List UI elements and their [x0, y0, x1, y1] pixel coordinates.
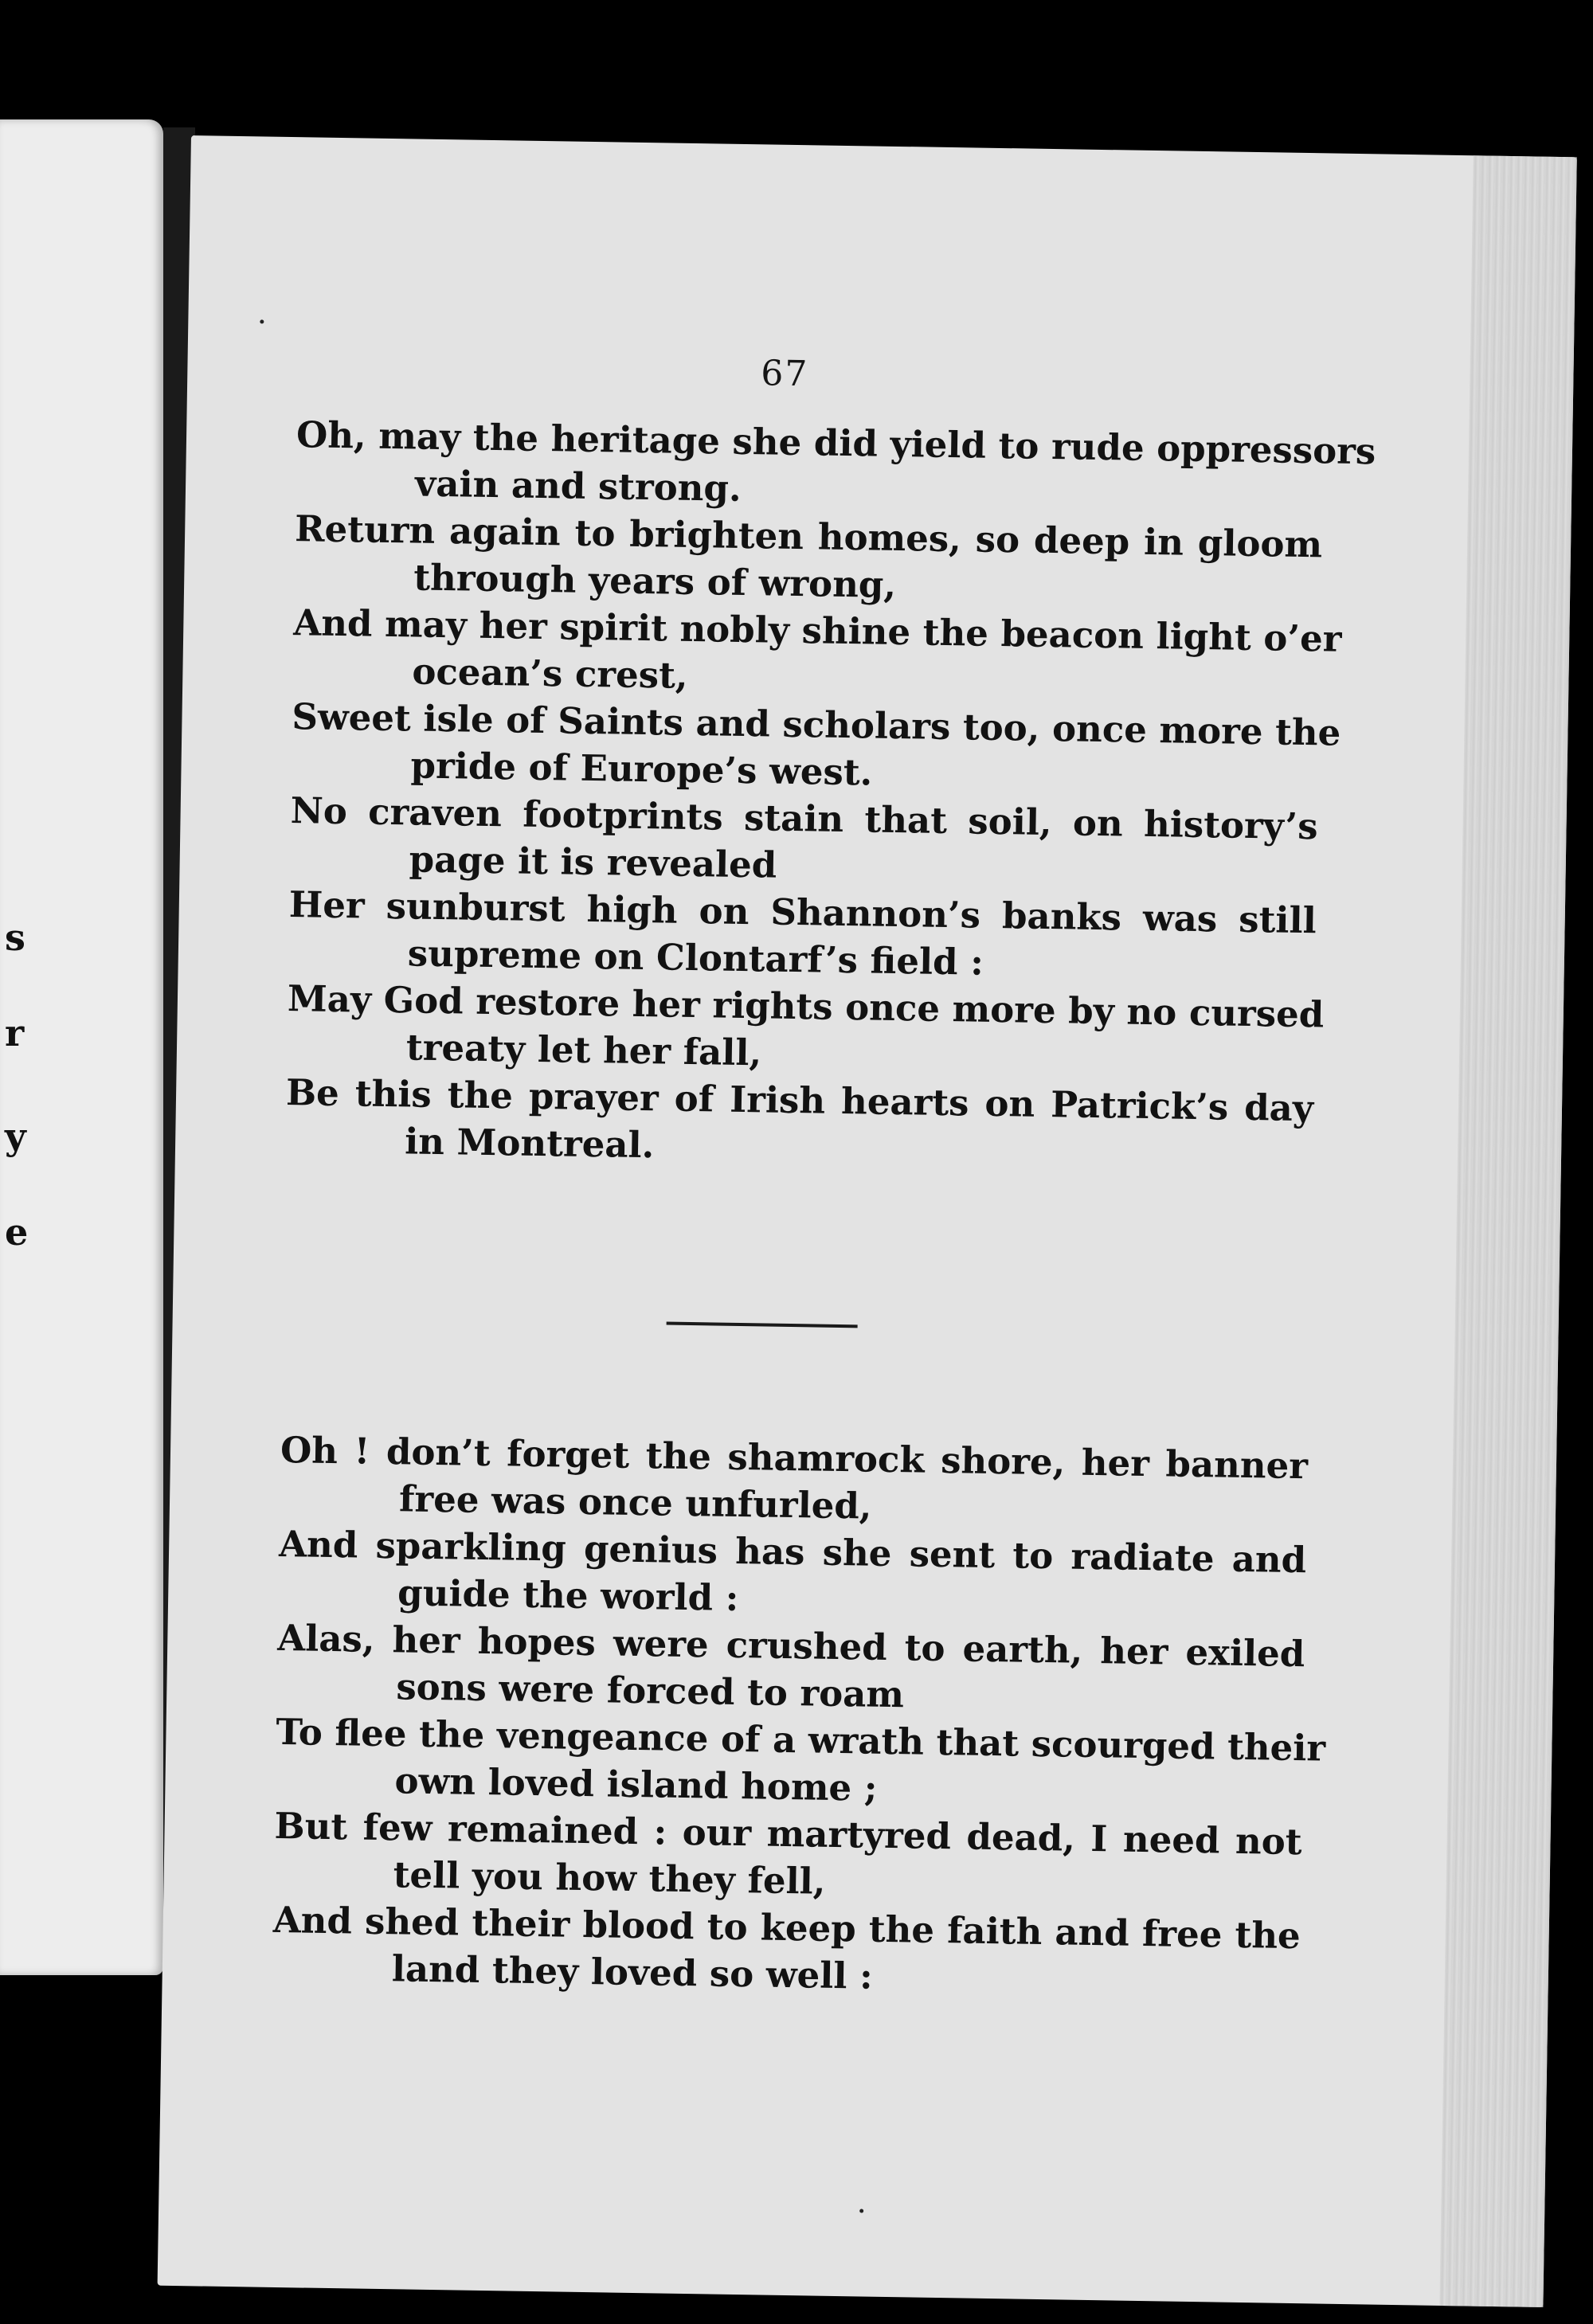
verse-line	[275, 1709, 1326, 1819]
verse-continuation: sons were forced to roam	[396, 1665, 905, 1716]
stanza-2	[272, 1427, 1326, 2007]
verse-continuation: land they loved so well :	[391, 1947, 874, 1997]
verse-continuation: own loved island home ;	[394, 1759, 878, 1810]
page-number: 67	[760, 353, 809, 395]
verse-continuation: tell you how they fell,	[393, 1853, 826, 1903]
verse-first-line: And shed their blood to keep the faith and free the	[272, 1898, 1301, 1958]
verse-first-line: May God restore her rights once more by no cursed	[287, 977, 1325, 1036]
verse-first-line: To flee the vengeance of a wrath that scourged their	[276, 1710, 1326, 1770]
verse-line	[278, 1521, 1307, 1631]
verse-continuation: vain and strong.	[414, 462, 742, 510]
verse-line	[272, 1897, 1301, 2007]
verse-first-line: Alas, her hopes were crushed to earth, her exiled	[276, 1616, 1305, 1676]
verse-continuation: pride of Europe’s west.	[410, 744, 873, 794]
verse-continuation: guide the world :	[397, 1571, 739, 1620]
verse-line	[276, 1615, 1305, 1725]
verse-first-line: Oh, may the heritage she did yield to rude oppressors	[296, 413, 1376, 473]
verse-line	[292, 600, 1342, 710]
verse-continuation: ocean’s crest,	[412, 650, 688, 697]
previous-page-fragment: y	[5, 1115, 26, 1158]
verse-first-line: Sweet isle of Saints and scholars too, once more the	[292, 695, 1341, 754]
verse-continuation: page it is revealed	[409, 838, 777, 886]
previous-page-edge	[0, 119, 163, 1975]
verse-continuation: in Montreal.	[404, 1120, 655, 1167]
verse-line	[273, 1803, 1302, 1913]
verse-line	[296, 412, 1376, 522]
verse-line	[294, 506, 1323, 616]
verse-line	[285, 1070, 1314, 1180]
print-speck	[260, 319, 264, 323]
verse-line	[287, 976, 1325, 1086]
page-stack-edge	[1439, 155, 1576, 2307]
verse-first-line: And may her spirit nobly shine the beacon light o’er	[292, 601, 1342, 660]
verse-line	[280, 1427, 1309, 1537]
verse-continuation: supreme on Clontarf’s field :	[407, 932, 984, 984]
previous-page-fragment: s	[5, 916, 25, 959]
verse-continuation: free was once unfurled,	[398, 1477, 872, 1528]
verse-line	[289, 788, 1318, 898]
verse-first-line: Her sunburst high on Shannon’s banks was still	[288, 883, 1317, 942]
verse-first-line: Be this the prayer of Irish hearts on Patrick’s day	[285, 1071, 1314, 1130]
verse-first-line: But few remained : our martyred dead, I need not	[274, 1804, 1302, 1864]
verse-first-line: Oh ! don’t forget the shamrock shore, her banner	[280, 1428, 1309, 1488]
section-divider	[667, 1322, 858, 1328]
verse-continuation: treaty let her fall,	[405, 1026, 762, 1074]
book-page	[158, 135, 1577, 2307]
verse-line	[291, 694, 1341, 804]
verse-continuation: through years of wrong,	[413, 556, 897, 606]
verse-line	[288, 882, 1317, 992]
verse-first-line: Return again to brighten homes, so deep in gloom	[294, 507, 1323, 566]
stanza-1	[285, 412, 1376, 1180]
previous-page-fragment: r	[5, 1011, 25, 1054]
print-speck	[859, 2209, 863, 2213]
verse-first-line: No craven footprints stain that soil, on history’s	[290, 789, 1318, 848]
previous-page-fragment: e	[5, 1211, 29, 1254]
verse-first-line: And sparkling genius has she sent to radiate and	[278, 1522, 1307, 1582]
